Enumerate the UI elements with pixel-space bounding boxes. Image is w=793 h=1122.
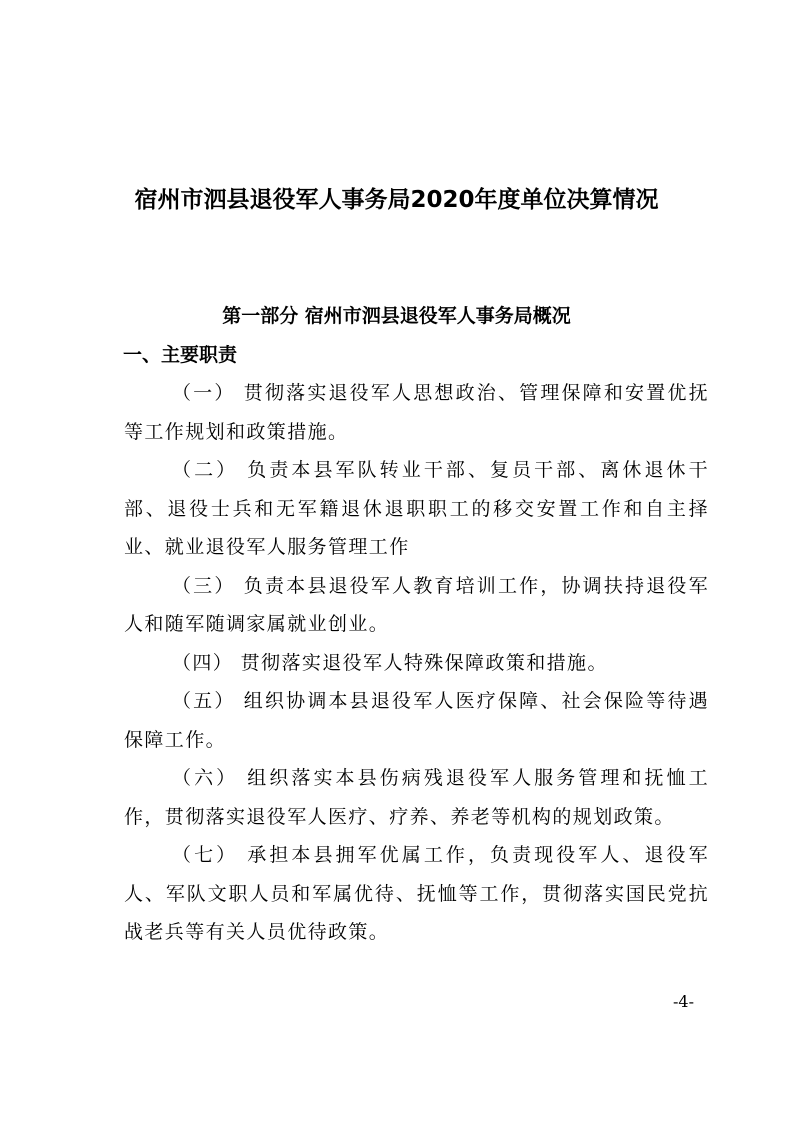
page-number: -4- [673, 992, 694, 1011]
part-heading: 第一部分 宿州市泗县退役军人事务局概况 [222, 305, 571, 327]
responsibility-paragraph-3: （三） 负责本县退役军人教育培训工作，协调扶持退役军人和随军随调家属就业创业。 [124, 574, 709, 635]
responsibilities-list [124, 374, 709, 952]
section-heading: 一、主要职责 [123, 344, 238, 366]
responsibility-paragraph-5: （五） 组织协调本县退役军人医疗保障、社会保险等待遇保障工作。 [124, 690, 709, 751]
responsibility-paragraph-4: （四） 贯彻落实退役军人特殊保障政策和措施。 [172, 651, 608, 674]
responsibility-paragraph-2: （二） 负责本县军队转业干部、复员干部、离休退休干部、退役士兵和无军籍退休退职职工的移交安置工作和自主择业、就业退役军人服务管理工作 [124, 459, 709, 558]
responsibility-paragraph-6: （六） 组织落实本县伤病残退役军人服务管理和抚恤工作，贯彻落实退役军人医疗、疗养、养老等机构的规划政策。 [124, 767, 709, 828]
document-title: 宿州市泗县退役军人事务局2020年度单位决算情况 [134, 187, 659, 213]
responsibility-paragraph-7: （七） 承担本县拥军优属工作，负责现役军人、退役军人、军队文职人员和军属优待、抚恤等工作，贯彻落实国民党抗战老兵等有关人员优待政策。 [124, 844, 709, 943]
responsibility-paragraph-1: （一） 贯彻落实退役军人思想政治、管理保障和安置优抚等工作规划和政策措施。 [124, 382, 709, 443]
